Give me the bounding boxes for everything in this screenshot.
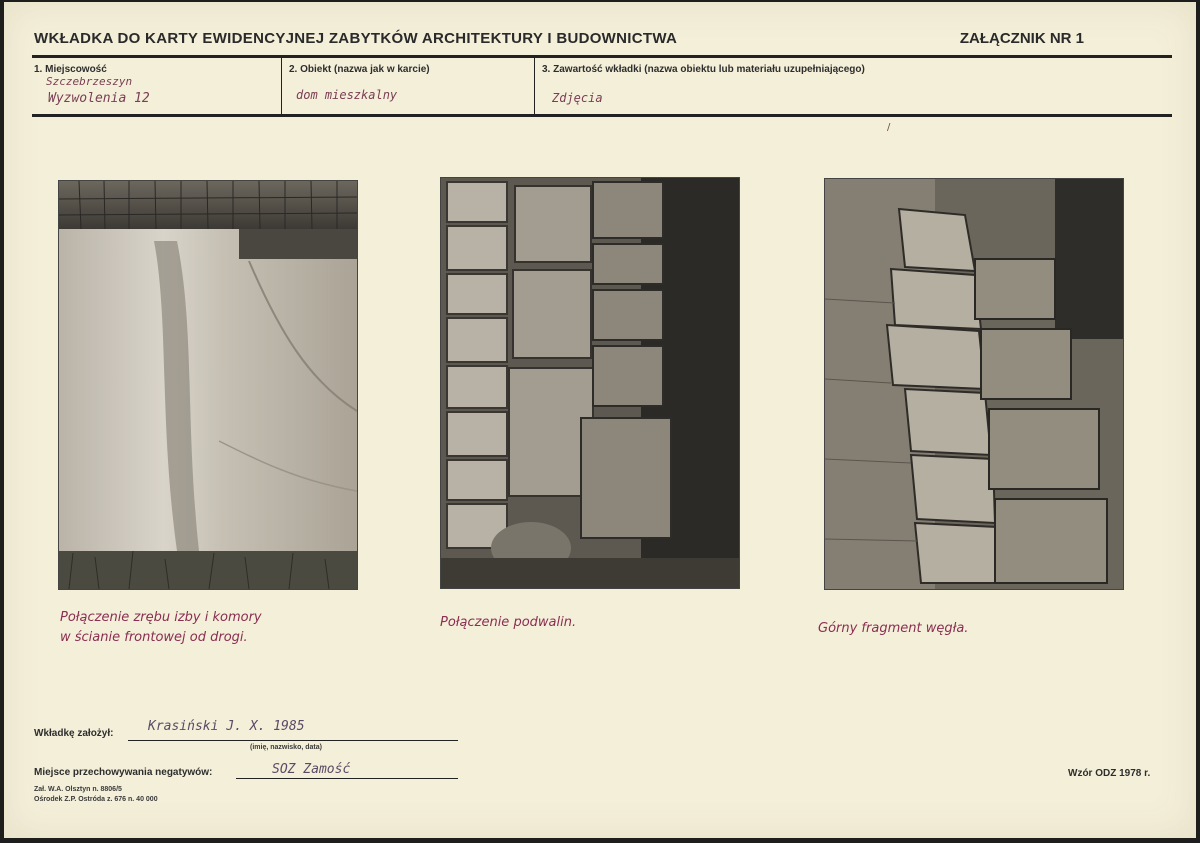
photo-wall-joint	[58, 180, 358, 590]
content-value: Zdjęcia	[552, 91, 603, 105]
prepared-by-label: Wkładkę założył:	[34, 728, 114, 739]
prepared-by-value: Krasiński J. X. 1985	[148, 719, 305, 734]
photo-corner-fragment-image	[825, 179, 1123, 589]
caption-photo-1	[60, 608, 262, 648]
object-value: dom mieszkalny	[296, 88, 398, 102]
caption-photo-3-line-1: Górny fragment węgła.	[818, 621, 969, 636]
caption-photo-3	[818, 619, 968, 639]
content-label: 3. Zawartość wkładki (nazwa obiektu lub materiału uzupełniającego)	[542, 64, 865, 75]
annex-number: ZAŁĄCZNIK NR 1	[959, 30, 1084, 47]
locality-value: Szczebrzeszyn	[46, 75, 133, 88]
print-info-line-2: Ośrodek Z.P. Ostróda z. 676 n. 40 000	[34, 796, 158, 803]
locality-label: 1. Miejscowość	[34, 64, 107, 75]
caption-photo-1-line-1: Połączenie zrębu izby i komory	[60, 610, 262, 625]
header-divider-1	[281, 57, 282, 115]
photo-wall-joint-image	[59, 181, 357, 589]
storage-label: Miejsce przechowywania negatywów:	[34, 767, 213, 778]
form-title: WKŁADKA DO KARTY EWIDENCYJNEJ ZABYTKÓW ARCHITEKTURY I BUDOWNICTWA	[34, 30, 678, 47]
print-info-line-1: Zał. W.A. Olsztyn n. 8806/5	[34, 786, 122, 793]
prepared-by-hint: (imię, nazwisko, data)	[250, 744, 322, 751]
photo-corner-fragment	[824, 178, 1124, 590]
caption-photo-1-line-2: w ścianie frontowej od drogi.	[60, 630, 248, 645]
storage-value: SOZ Zamość	[272, 762, 351, 777]
header-divider-2	[534, 57, 535, 115]
photo-sill-joint	[440, 177, 740, 589]
caption-photo-2	[440, 613, 576, 633]
form-pattern: Wzór ODZ 1978 r.	[1068, 768, 1151, 779]
storage-line	[236, 778, 458, 779]
record-card	[4, 2, 1196, 838]
prepared-by-line	[128, 740, 458, 741]
header-rule-bottom	[32, 114, 1172, 117]
address-value: Wyzwolenia 12	[48, 91, 150, 106]
caption-photo-2-line-1: Połączenie podwalin.	[440, 615, 577, 630]
object-label: 2. Obiekt (nazwa jak w karcie)	[289, 64, 430, 75]
pencil-mark: /	[887, 122, 891, 133]
photo-sill-joint-image	[441, 178, 739, 588]
header-rule-top	[32, 55, 1172, 58]
